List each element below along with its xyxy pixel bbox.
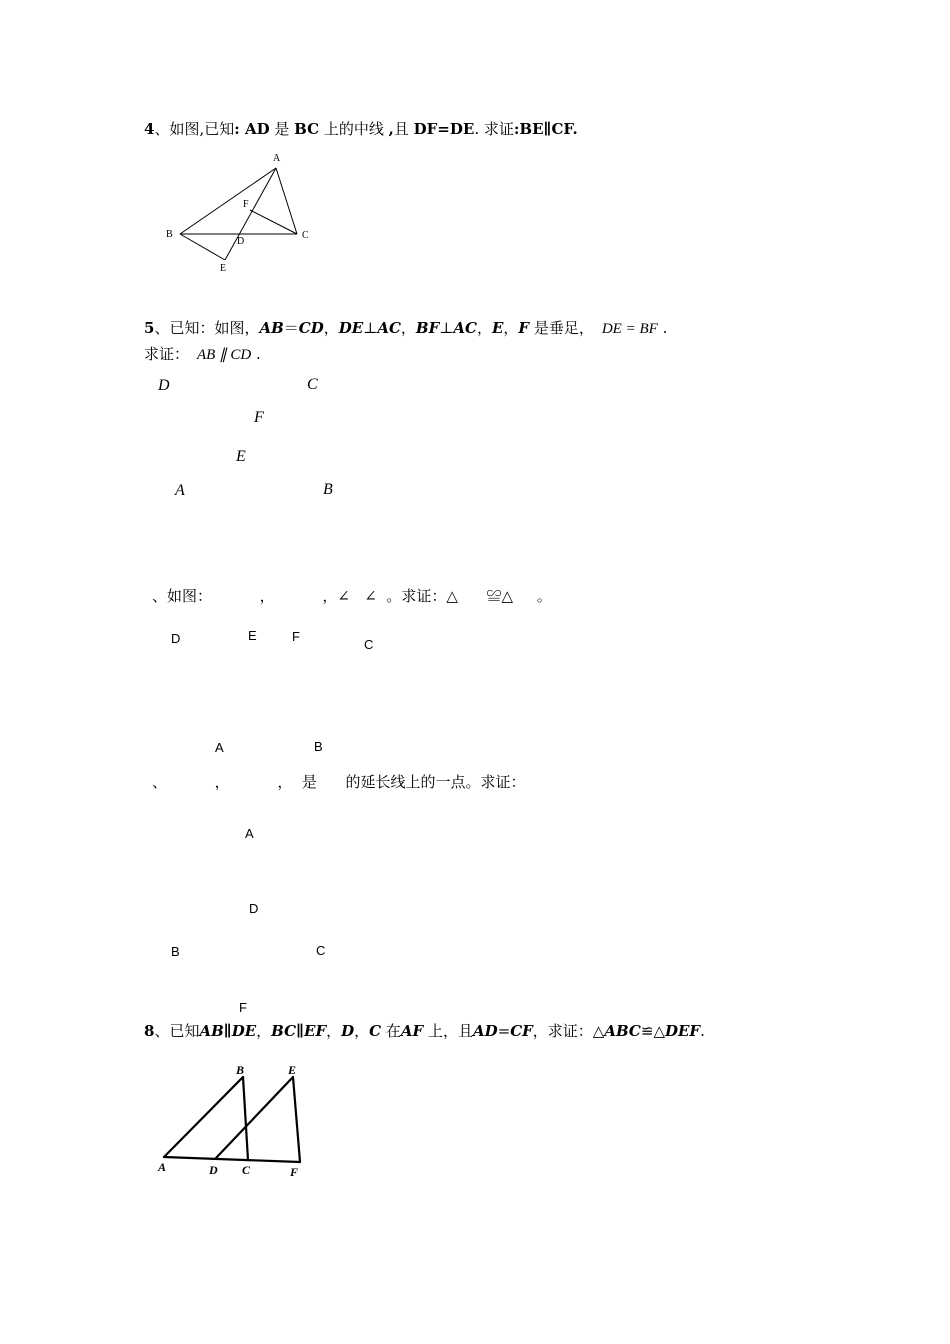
q8-label-e: E [288,1063,297,1077]
q8-label-f: F [290,1165,299,1179]
q8-label-b: B [236,1063,245,1077]
q4-label-a: A [273,153,281,164]
question-5-text: 5、已知：如图，AB＝CD，DE⊥AC，BF⊥AC，E，F 是垂足， DE = BF . [144,319,668,337]
question-6-text: 、如图： ， ，∠ ∠ 。求证：△ ≌△ 。 [152,587,552,605]
q4-label-f: F [243,199,249,210]
q5-label-b: B [323,481,333,498]
question-8-text: 8、已知AB∥DE，BC∥EF，D，C 在AF 上，且AD=CF，求证：△ABC≌△DEF. [144,1022,705,1040]
question-7-text: 、 ， ， 是 的延长线上的一点。求证： [152,773,526,791]
q8-lines [164,1077,300,1162]
q6-label-b: B [314,739,323,754]
q6-label-a: A [215,740,224,755]
question-8-figure [0,1040,950,1200]
q6-label-f: F [292,629,300,644]
q5-label-f: F [254,409,264,426]
q7-label-f: F [239,1000,247,1015]
q4-label-b: B [166,229,173,240]
q8-label-c: C [242,1163,251,1177]
q7-label-b: B [171,944,180,959]
q4-label-d: D [237,236,245,247]
question-5-prove: 求证： AB ∥ CD . [144,345,261,363]
q7-label-c: C [316,943,326,958]
q5-label-a: A [175,482,185,499]
q7-label-a: A [245,826,254,841]
q8-label-a: A [158,1160,167,1174]
q5-label-c: C [307,376,318,393]
q4-label-e: E [220,263,227,274]
q6-label-d: D [171,631,181,646]
q6-label-e: E [248,628,257,643]
q5-label-e: E [236,448,246,465]
question-4-figure [0,0,950,300]
question-4-text: 4、如图,已知: AD 是 BC 上的中线 ,且 DF=DE. 求证:BE∥CF. [144,120,578,138]
q7-label-d: D [249,901,259,916]
q8-label-d: D [209,1163,218,1177]
q5-label-d: D [158,377,170,394]
q6-label-c: C [364,637,374,652]
q4-label-c: C [302,230,309,241]
